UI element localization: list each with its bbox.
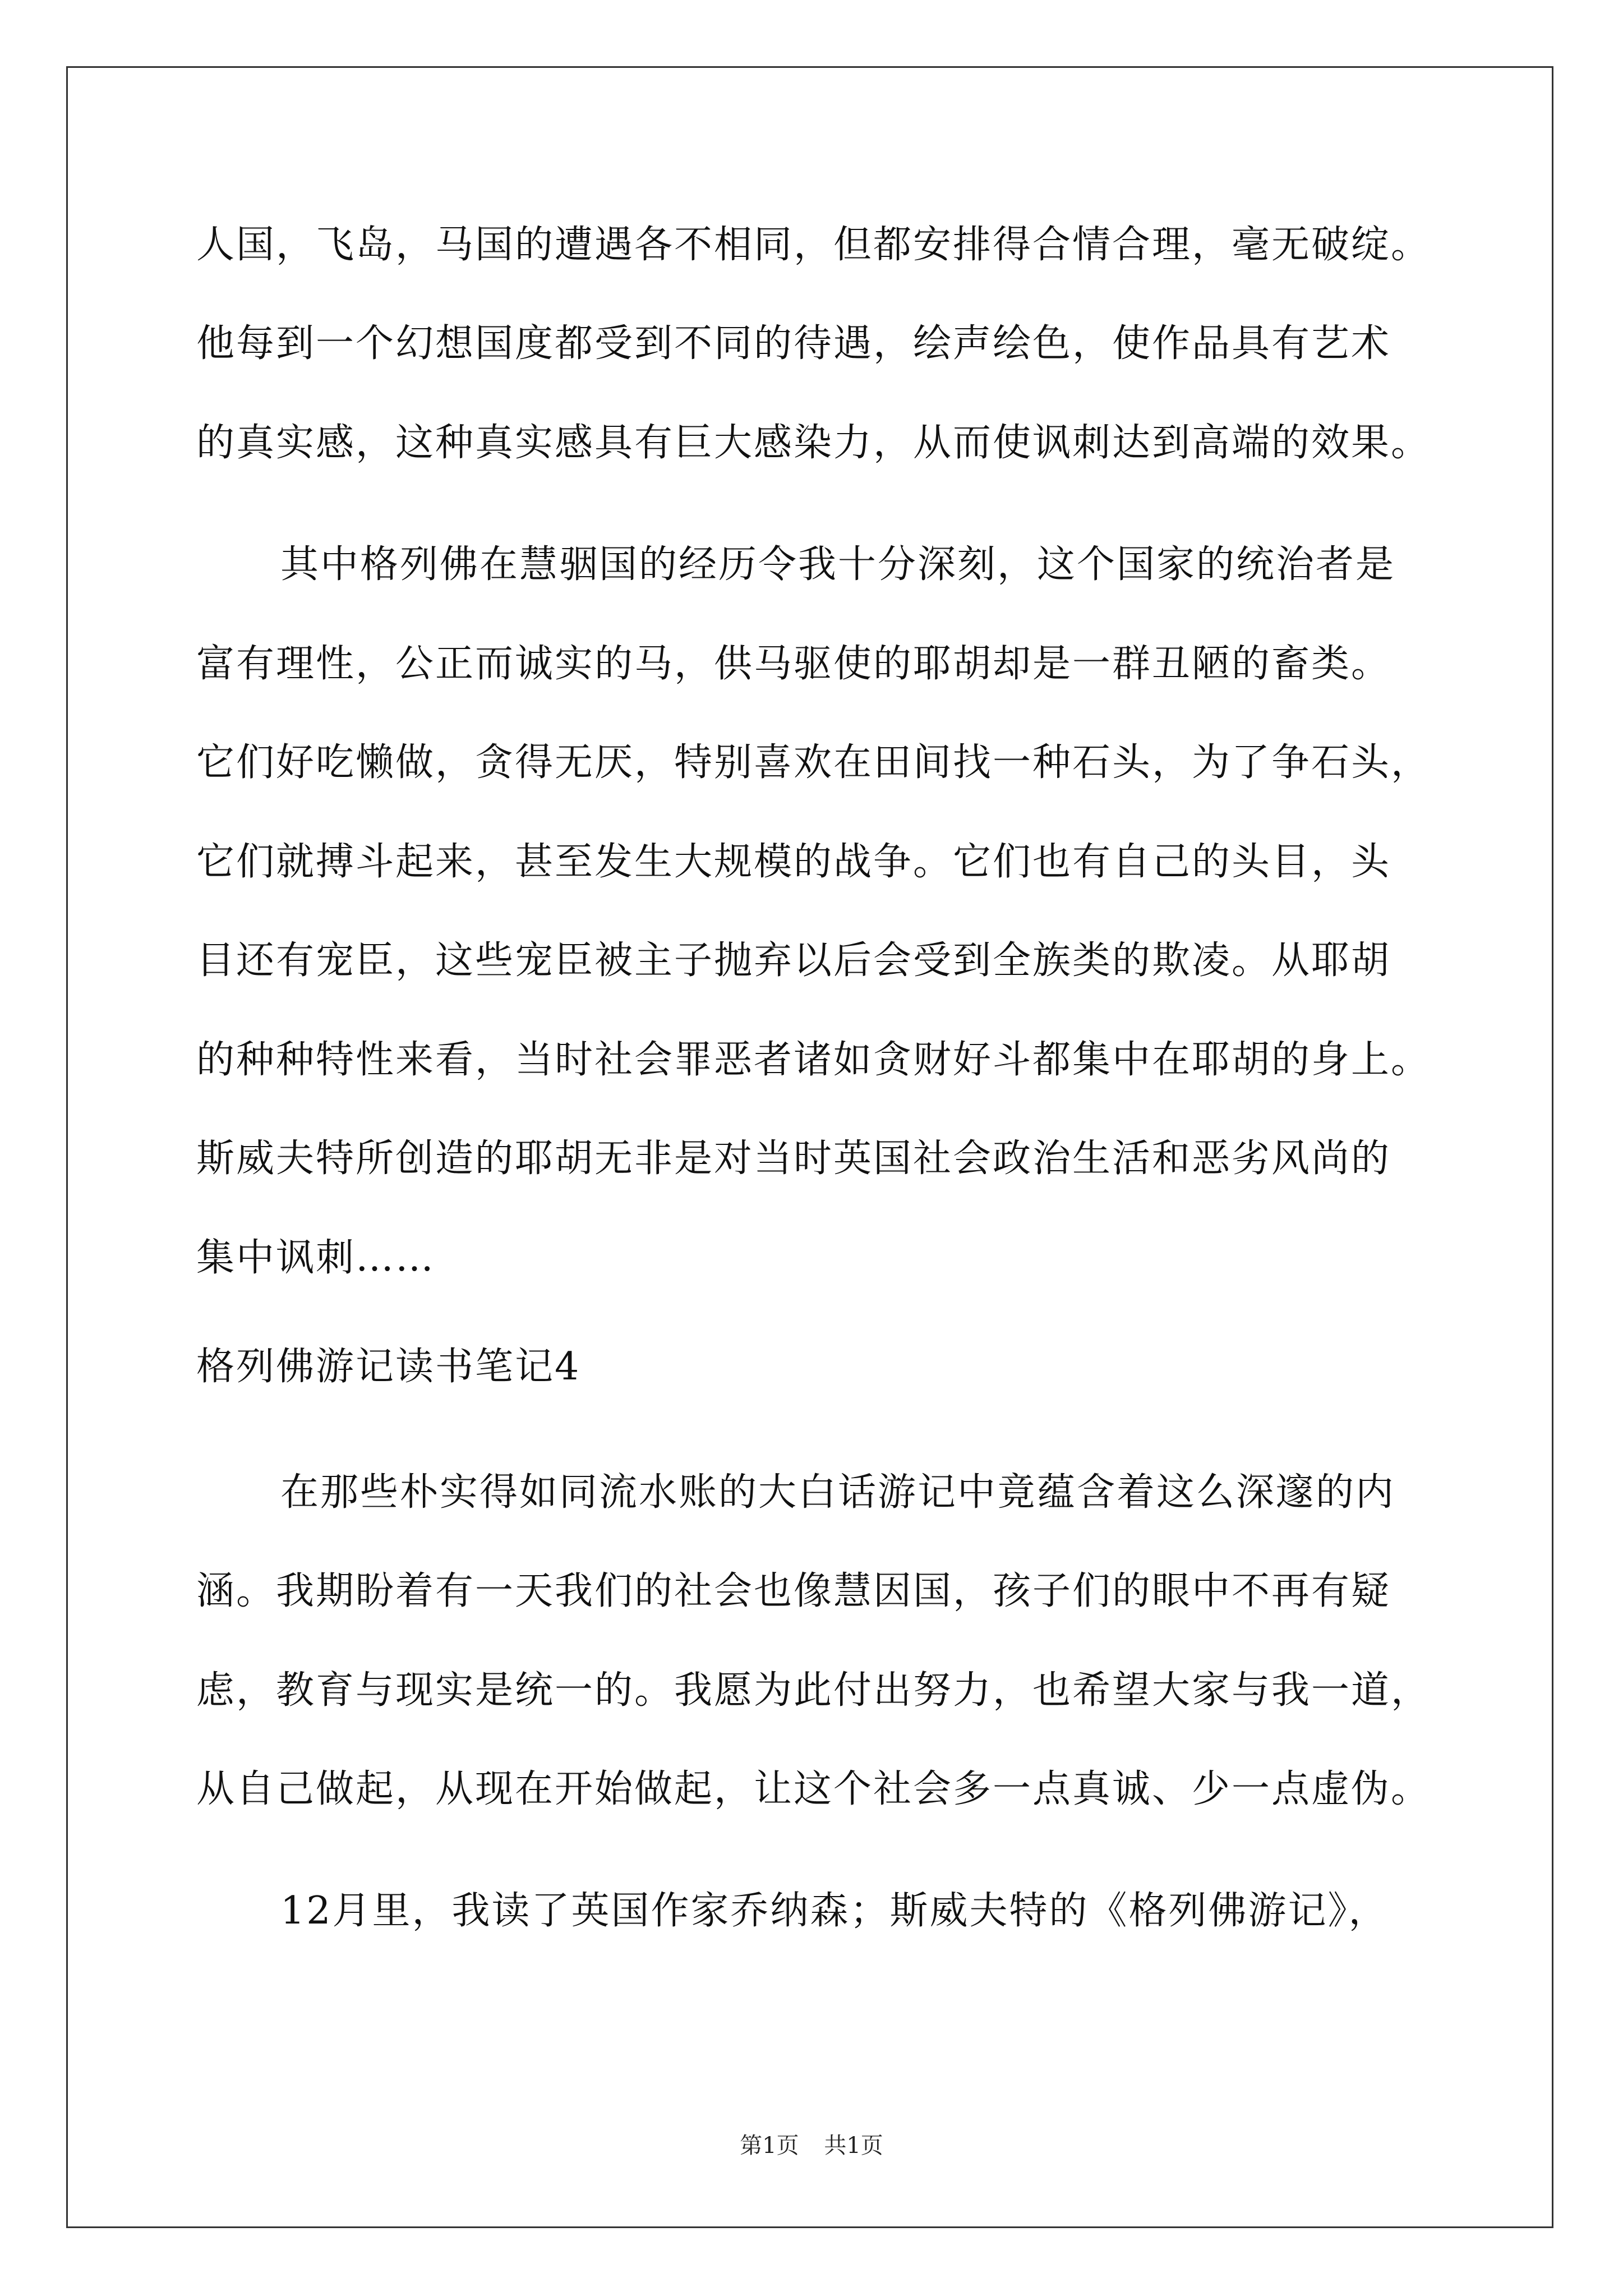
body-line-5: 富有理性，公正而诚实的马，供马驱使的耶胡却是一群丑陋的畜类。	[196, 642, 1391, 686]
body-line-1: 人国，飞岛，马国的遭遇各不相同，但都安排得合情合理，毫无破绽。	[196, 223, 1431, 267]
body-line-12: 在那些朴实得如同流水账的大白话游记中竟蕴含着这么深邃的内	[280, 1470, 1396, 1515]
body-line-11: 集中讽刺……	[196, 1236, 436, 1280]
body-line-10: 斯威夫特所创造的耶胡无非是对当时英国社会政治生活和恶劣风尚的	[196, 1137, 1391, 1181]
body-line-14: 虑，教育与现实是统一的。我愿为此付出努力，也希望大家与我一道，	[196, 1668, 1431, 1713]
body-line-9: 的种种特性来看，当时社会罪恶者诸如贪财好斗都集中在耶胡的身上。	[196, 1038, 1431, 1082]
body-line-16: 12月里，我读了英国作家乔纳森；斯威夫特的《格列佛游记》，	[280, 1889, 1389, 1933]
body-line-4: 其中格列佛在慧骃国的经历令我十分深刻，这个国家的统治者是	[280, 542, 1396, 587]
page-footer	[0, 2132, 1623, 2160]
page-number: 第1页	[740, 2133, 799, 2159]
body-line-13: 涵。我期盼着有一天我们的社会也像慧因国，孩子们的眼中不再有疑	[196, 1569, 1391, 1613]
body-line-15: 从自己做起，从现在开始做起，让这个社会多一点真诚、少一点虚伪。	[196, 1767, 1431, 1811]
page-total: 共1页	[824, 2133, 883, 2159]
body-line-6: 它们好吃懒做，贪得无厌，特别喜欢在田间找一种石头，为了争石头，	[196, 740, 1431, 785]
body-line-7: 它们就搏斗起来，甚至发生大规模的战争。它们也有自己的头目，头	[196, 840, 1391, 884]
body-line-3: 的真实感，这种真实感具有巨大感染力，从而使讽刺达到高端的效果。	[196, 421, 1431, 465]
body-line-8: 目还有宠臣，这些宠臣被主子抛弃以后会受到全族类的欺凌。从耶胡	[196, 938, 1391, 983]
section-heading: 格列佛游记读书笔记4	[196, 1345, 581, 1389]
body-line-2: 他每到一个幻想国度都受到不同的待遇，绘声绘色，使作品具有艺术	[196, 321, 1391, 366]
